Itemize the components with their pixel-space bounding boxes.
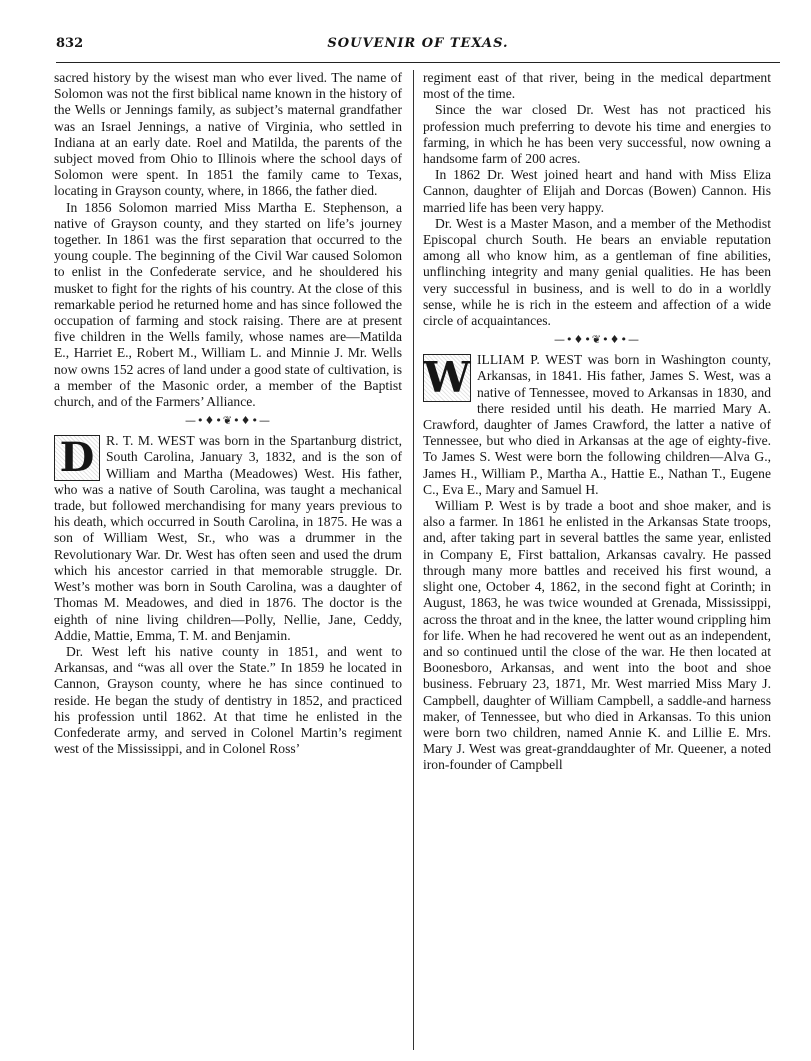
dropcap-w: W bbox=[423, 353, 471, 403]
section-ornament: —•♦•❦•♦•— bbox=[554, 333, 640, 347]
section-ornament: —•♦•❦•♦•— bbox=[185, 414, 271, 428]
left-column bbox=[54, 70, 402, 757]
paragraph: In 1862 Dr. West joined heart and hand with Miss Eliza Cannon, daughter of Elijah and Dorcas (Bowen) Cannon. His married life has been very happy. bbox=[423, 167, 771, 215]
page-header bbox=[56, 36, 780, 56]
paragraph: Dr. West left his native county in 1851, and went to Arkansas, and “was all over the State.” In 1859 he located in Cannon, Grayson county, where he has since continued to reside. He began the study of dentistry in 1852, and practiced his profession until 1862. At that time he enlisted in the Confederate army, and served in Colonel Martin’s regiment west of the Mississippi, and in Colonel Ross’ bbox=[54, 643, 402, 757]
column-divider bbox=[413, 70, 414, 1050]
paragraph: William P. West is by trade a boot and shoe maker, and is also a farmer. In 1861 he enlisted in the Arkansas State troops, and, after taking part in several battles the same year, enlisted in Company E, First battalion, Arkansas cavalry. He passed through many more battles and received his first wound, a slight one, October 4, 1862, in the second fight at Corinth; in August, 1863, he was twice wounded at Grenada, Mississippi, across the throat and in the knee, the latter wound crippling him for life. When he had recovered he went out as an independent, and so continued until the close of the war. He then located at Boonesboro, Arkansas, and went into the boot and shoe business. February 23, 1871, Mr. West married Miss Mary J. Campbell, daughter of William Campbell, a saddle-and harness maker, of Tennessee, but who died in Arkansas. To this union were born two children, named Annie K. and Lillie E. Mrs. Mary J. West was great-granddaughter of Mr. Queener, a noted iron-founder of Campbell bbox=[423, 498, 771, 773]
biography-lead-paragraph: ILLIAM P. WEST was born in Washington county, Arkansas, in 1841. His father, James S. West, was a native of Tennessee, moved to Arkansas in 1830, and there resided until his death. He married Mary A. Crawford, daughter of James Crawford, the latter a native of Tennessee, but who died in Arkansas at the age of eighty-five. To James S. West were born the following children—Alva G., James H., William P., Martha A., Hattie E., Nathan T., Eugene C., Eva E., Mary and Samuel H. bbox=[423, 352, 771, 497]
biography-dr-t-m-west bbox=[54, 433, 402, 757]
paragraph: In 1856 Solomon married Miss Martha E. Stephenson, a native of Grayson county, and they started on life’s journey together. In 1861 was the first separation that occurred to the young couple. The beginning of the Civil War caused Solomon to enlist in the Confederate service, and he shouldered his musket to fight for the rights of his country. At the close of this remarkable period he returned home and has since followed the occupation of farming and stock raising. There are at present five children in the Wells family, whose names are—Matilda E., Harriet E., Robert M., William L. and Minnie J. Mr. Wells now owns 152 acres of land under a good state of cultivation, is a member of the Masonic order, a member of the Baptist church, and of the Farmers’ Alliance. bbox=[54, 199, 402, 410]
running-title: SOUVENIR OF TEXAS. bbox=[327, 36, 509, 51]
page-number: 832 bbox=[56, 36, 84, 51]
paragraph: Since the war closed Dr. West has not practiced his profession much preferring to devote his time and energies to farming, in which he has been very successful, now owning a handsome farm of 200 acres. bbox=[423, 102, 771, 167]
biography-william-p-west bbox=[423, 352, 771, 773]
paragraph: regiment east of that river, being in the medical department most of the time. bbox=[423, 70, 771, 102]
dropcap-d: D bbox=[54, 435, 100, 481]
header-rule bbox=[56, 62, 780, 63]
paragraph: Dr. West is a Master Mason, and a member of the Methodist Episcopal church South. He bears an enviable reputation among all who know him, as a gentleman of fine abilities, unflinching integrity and many genial qualities. He has been very successful in business, and is well to do in a worldly sense, while he is rich in the esteem and affection of a wide circle of acquaintances. bbox=[423, 215, 771, 329]
biography-lead-paragraph: R. T. M. WEST was born in the Spartanburg district, South Carolina, January 3, 1832, and is the son of William and Martha (Meadowes) West. His father, who was a native of South Carolina, was taught a mechanical trade, but followed merchandising for many years previous to his death, which occurred in South Carolina, in 1875. He was a son of William West, Sr., who was a drummer in the Revolutionary War. Dr. West has often seen and used the drum which his ancestor carried in that memorable struggle. Dr. West’s mother was born in South Carolina, was a daughter of Thomas M. Meadowes, and died in 1876. The doctor is the eighth of nine living children—Polly, Nellie, Jane, Ceddy, Addie, Mattie, Emma, T. M. and Benjamin. bbox=[54, 433, 402, 643]
right-column bbox=[423, 70, 771, 774]
paragraph: sacred history by the wisest man who ever lived. The name of Solomon was not the first biblical name known in the history of the Wells or Jennings family, as subject’s maternal grandfather was an Israel Jennings, a native of Virginia, who settled in Indiana at an early date. Roel and Matilda, the parents of the subject moved from Ohio to Illinois where the school days of Solomon were spent. In 1851 the family came to Texas, locating in Grayson county, where, in 1866, the father died. bbox=[54, 70, 402, 199]
